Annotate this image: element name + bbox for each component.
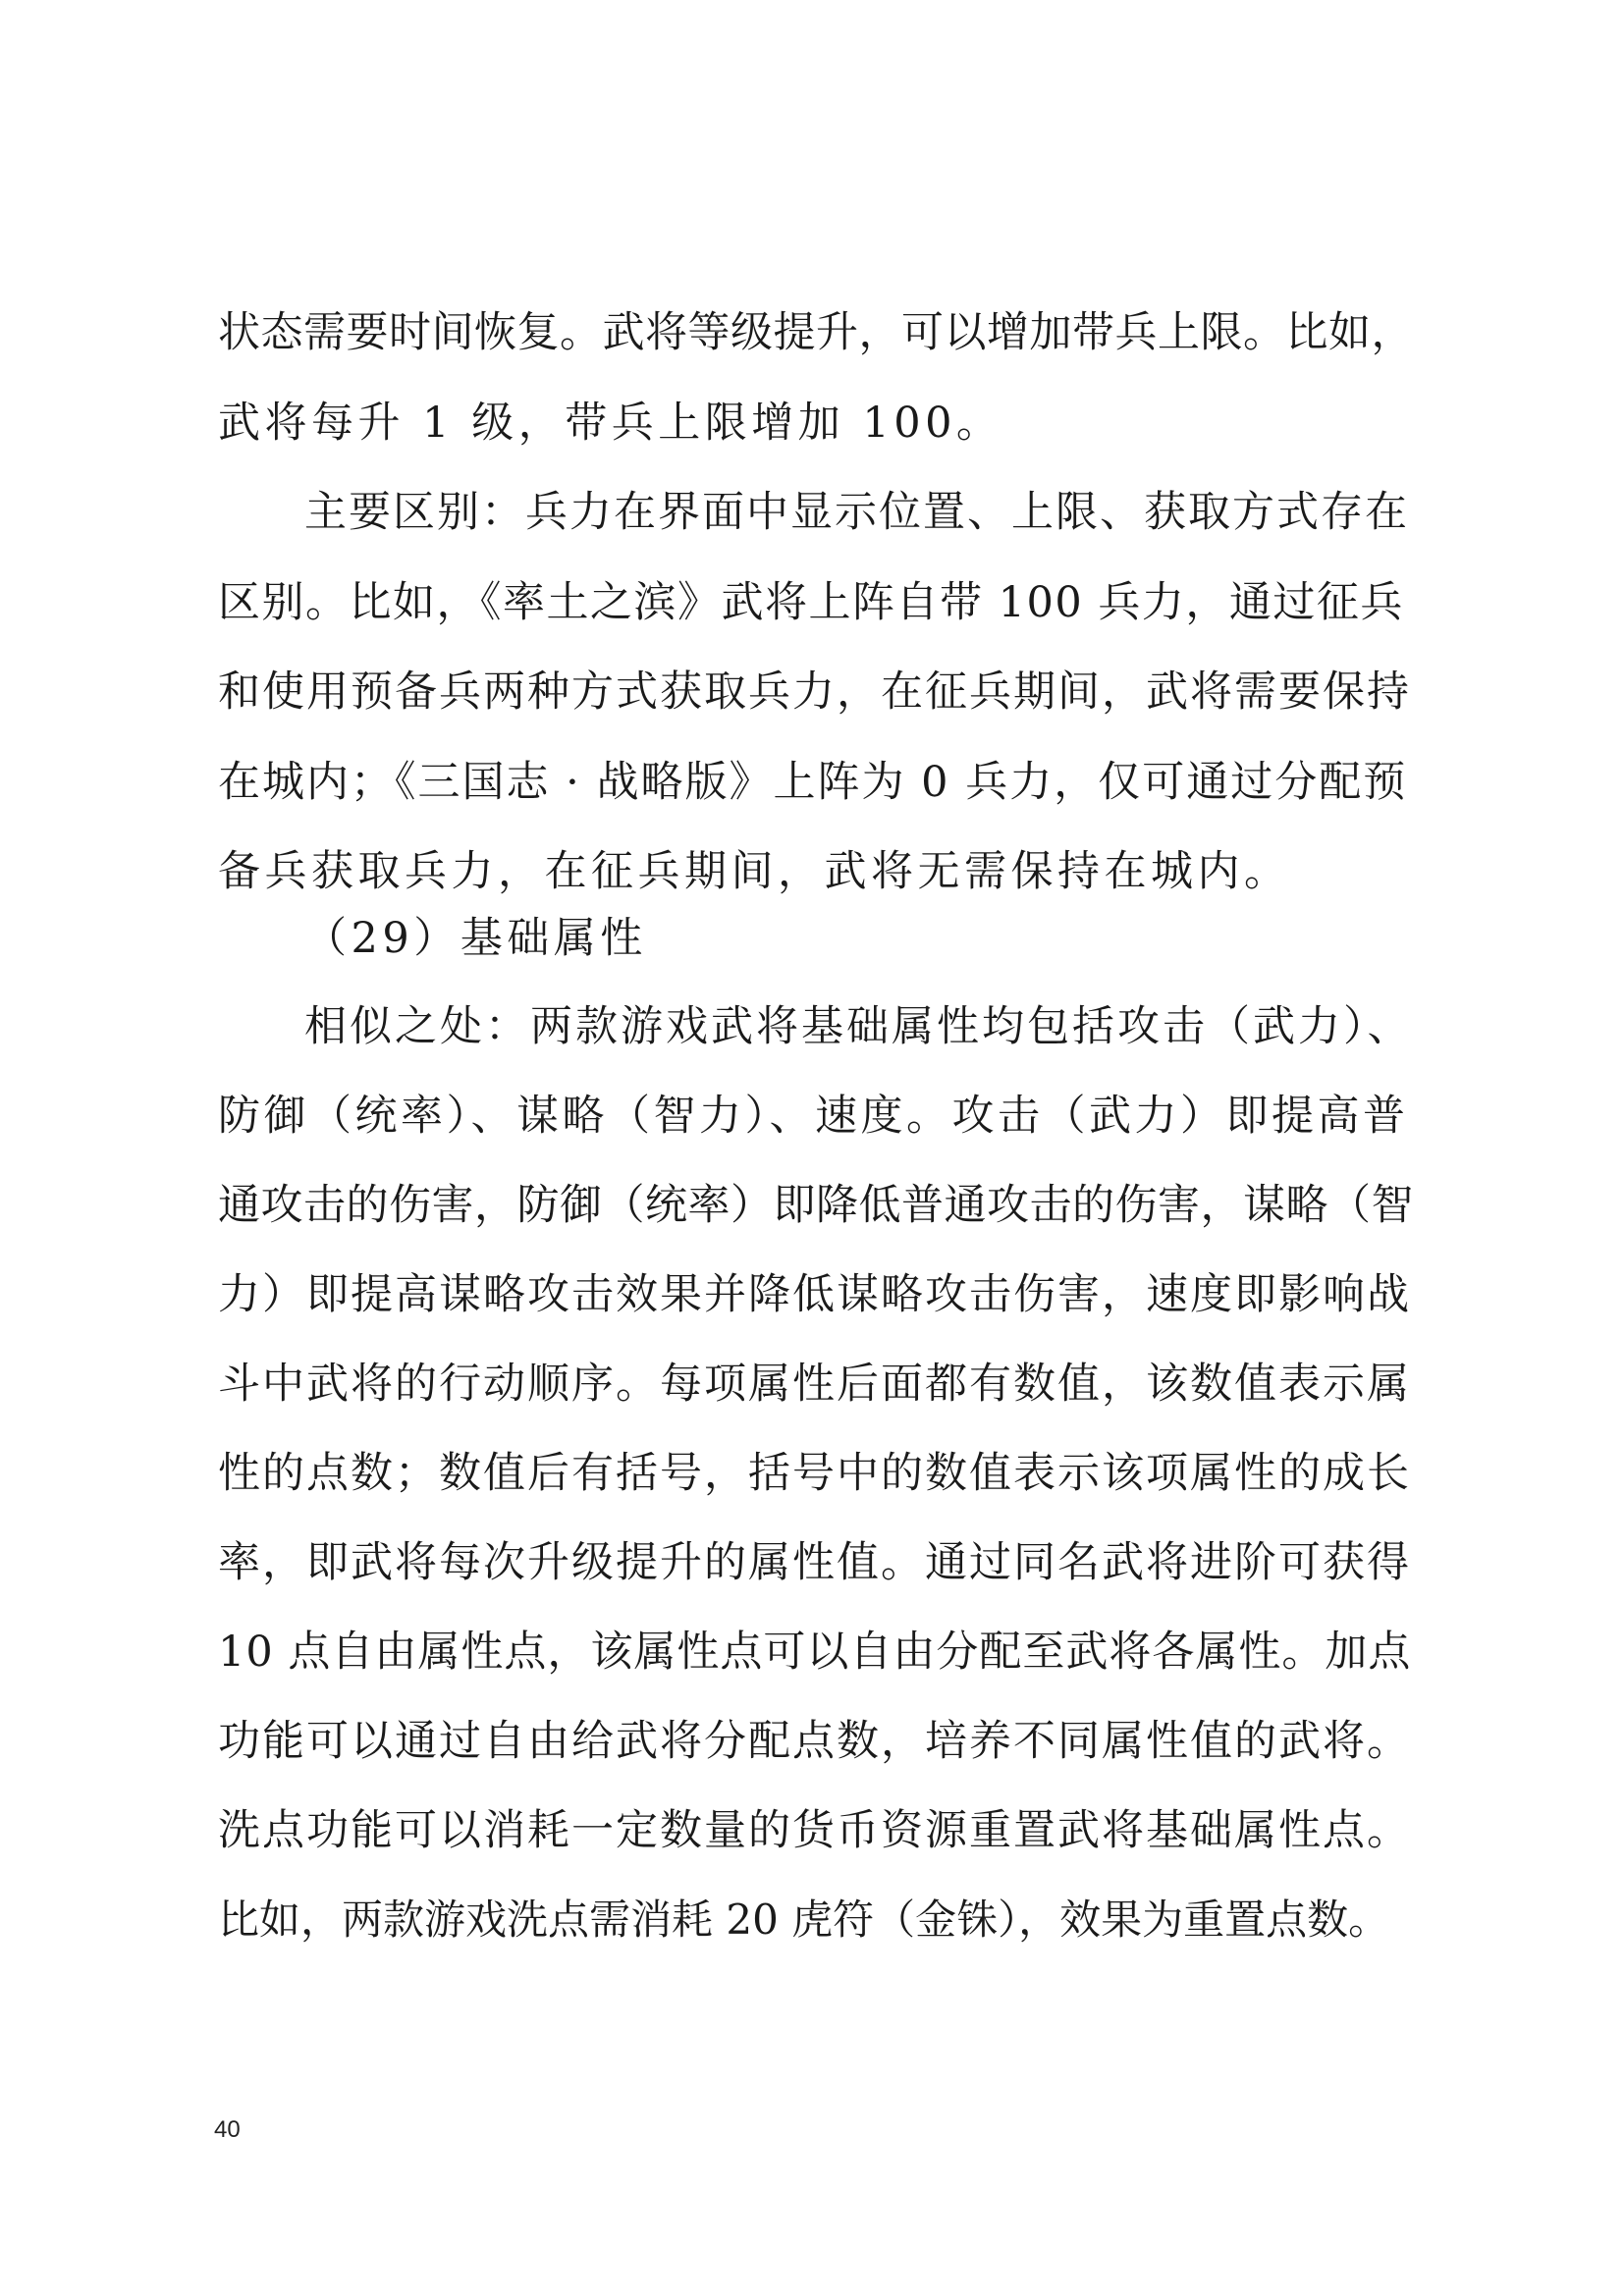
text-line-4: 区别。比如，《率土之滨》武将上阵自带 100 兵力，通过征兵 (218, 578, 1404, 627)
text-line-5: 和使用预备兵两种方式获取兵力，在征兵期间，武将需要保持 (218, 667, 1411, 717)
text-line-1: 状态需要时间恢复。武将等级提升，可以增加带兵上限。比如， (218, 308, 1414, 357)
text-line-9: 相似之处：两款游戏武将基础属性均包括攻击（武力）、 (304, 1002, 1413, 1051)
section-heading: （29）基础属性 (304, 914, 647, 963)
text-line-12: 力）即提高谋略攻击效果并降低谋略攻击伤害，速度即影响战 (218, 1270, 1411, 1319)
text-line-19: 比如，两款游戏洗点需消耗 20 虎符（金铢），效果为重置点数。 (218, 1896, 1390, 1944)
text-line-18: 洗点功能可以消耗一定数量的货币资源重置武将基础属性点。 (218, 1806, 1411, 1855)
text-line-17: 功能可以通过自由给武将分配点数，培养不同属性值的武将。 (218, 1717, 1411, 1766)
text-line-3: 主要区别：兵力在界面中显示位置、上限、获取方式存在 (304, 488, 1409, 537)
text-line-6: 在城内；《三国志 · 战略版》上阵为 0 兵力，仅可通过分配预 (218, 758, 1408, 807)
text-line-11: 通攻击的伤害，防御（统率）即降低普通攻击的伤害，谋略（智 (218, 1181, 1414, 1230)
page-number: 40 (214, 2116, 241, 2143)
text-line-2: 武将每升 1 级，带兵上限增加 100。 (218, 399, 1003, 448)
text-line-13: 斗中武将的行动顺序。每项属性后面都有数值，该数值表示属 (218, 1360, 1411, 1409)
text-line-16: 10 点自由属性点，该属性点可以自由分配至武将各属性。加点 (218, 1628, 1412, 1677)
text-line-10: 防御（统率）、谋略（智力）、速度。攻击（武力）即提高普 (218, 1092, 1409, 1141)
text-line-7: 备兵获取兵力，在征兵期间，武将无需保持在城内。 (218, 847, 1291, 896)
text-line-15: 率，即武将每次升级提升的属性值。通过同名武将进阶可获得 (218, 1538, 1411, 1587)
text-line-14: 性的点数；数值后有括号，括号中的数值表示该项属性的成长 (218, 1449, 1411, 1498)
